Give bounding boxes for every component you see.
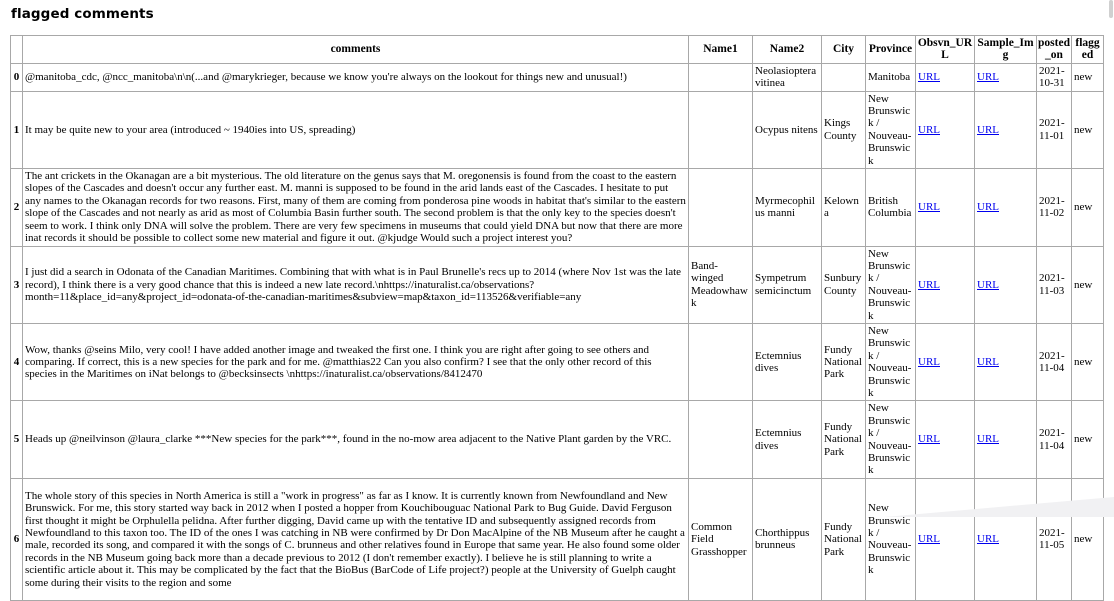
flagged-cell: new xyxy=(1072,401,1104,478)
posted-on-cell: 2021-10-31 xyxy=(1037,63,1072,91)
obsvn-url-link[interactable]: URL xyxy=(918,355,940,368)
province-cell: New Brunswick / Nouveau-Brunswick xyxy=(866,478,916,600)
obsvn-url-cell xyxy=(916,323,975,400)
comment-cell: Wow, thanks @seins Milo, very cool! I have added another image and tweaked the first one. I think you are right after going to see others and comparing. If correct, this is a new species for the park and for me. @matthias22 Can you also confirm? I see that the only other record of this species in the Maritimes on iNat belongs to @becksinsects \nhttps://inaturalist.ca/observations/8412470 xyxy=(23,323,689,400)
city-cell: Fundy National Park xyxy=(822,401,866,478)
comment-cell: I just did a search in Odonata of the Canadian Maritimes. Combining that with what is in Paul Brunelle's recs up to 2014 (where Nov 1st was the late record), I think there is a very good chance that this is indeed a new late record.\nhttps://inaturalist.ca/observations?month=11&place_id=any&project_id=odonata-of-the-canadian-maritimes&subview=map&taxon_id=113526&verifiable=any xyxy=(23,246,689,323)
name1-cell xyxy=(689,91,753,168)
col-header-index xyxy=(11,36,23,64)
name1-cell xyxy=(689,323,753,400)
name2-cell: Ectemnius dives xyxy=(753,401,822,478)
comment-cell: The whole story of this species in North America is still a "work in progress" as far as I know. It is currently known from Newfoundland and New Brunswick. For me, this story started way back in 2012 when I posted a hopper from Kouchibouguac National Park to Bug Guide. David Ferguson first thought it might be Orphulella pelidna. After further digging, David came up with the tentative ID and subsequently assigned records from Newfoundland to this taxon too. The ID of the ones I was catching in NB were confirmed by Dr Don MacAlpine of the NB Museum after he caught a male, recorded its song, and compared it with the songs of C. brunneus and other relatives found in Europe that same year. He also found some older records in the NB Museum going back more than a decade previous to 2012 (I don't remember exactly). I believe he is still planning to write a scientific article about it. This may be complicated by the fact that the BioBus (BarCode of Life project?) people at the University of Guelph caught some during their visits to the region and some xyxy=(23,478,689,600)
name1-cell: Band-winged Meadowhawk xyxy=(689,246,753,323)
obsvn-url-cell xyxy=(916,91,975,168)
flagged-cell: new xyxy=(1072,169,1104,246)
page-title: flagged comments xyxy=(11,6,154,22)
sample-img-link[interactable]: URL xyxy=(977,533,999,546)
obsvn-url-cell xyxy=(916,401,975,478)
row-index: 2 xyxy=(11,169,23,246)
col-header-province: Province xyxy=(866,36,916,64)
comment-cell: @manitoba_cdc, @ncc_manitoba\n\n(...and @marykrieger, because we know you're always on the lookout for things new and unusual!) xyxy=(23,63,689,91)
province-cell: Manitoba xyxy=(866,63,916,91)
table-row xyxy=(11,63,1104,91)
obsvn-url-link[interactable]: URL xyxy=(918,433,940,446)
col-header-obsvn-url: Obsvn_URL xyxy=(916,36,975,64)
obsvn-url-link[interactable]: URL xyxy=(918,123,940,136)
posted-on-cell: 2021-11-04 xyxy=(1037,401,1072,478)
sample-img-cell xyxy=(975,91,1037,168)
name1-cell: Common Field Grasshopper xyxy=(689,478,753,600)
col-header-comments: comments xyxy=(23,36,689,64)
sample-img-link[interactable]: URL xyxy=(977,355,999,368)
sample-img-link[interactable]: URL xyxy=(977,71,999,84)
row-index: 4 xyxy=(11,323,23,400)
province-cell: New Brunswick / Nouveau-Brunswick xyxy=(866,323,916,400)
province-cell: British Columbia xyxy=(866,169,916,246)
row-index: 3 xyxy=(11,246,23,323)
sample-img-link[interactable]: URL xyxy=(977,278,999,291)
table-row xyxy=(11,169,1104,246)
sample-img-cell xyxy=(975,63,1037,91)
obsvn-url-cell xyxy=(916,169,975,246)
posted-on-cell: 2021-11-02 xyxy=(1037,169,1072,246)
sample-img-cell xyxy=(975,169,1037,246)
city-cell: Kings County xyxy=(822,91,866,168)
name2-cell: Ocypus nitens xyxy=(753,91,822,168)
city-cell: Fundy National Park xyxy=(822,323,866,400)
flagged-cell: new xyxy=(1072,478,1104,600)
name2-cell: Myrmecophilus manni xyxy=(753,169,822,246)
row-index: 1 xyxy=(11,91,23,168)
city-cell xyxy=(822,63,866,91)
col-header-name2: Name2 xyxy=(753,36,822,64)
obsvn-url-link[interactable]: URL xyxy=(918,201,940,214)
col-header-flagged: flagged xyxy=(1072,36,1104,64)
row-index: 0 xyxy=(11,63,23,91)
posted-on-cell: 2021-11-01 xyxy=(1037,91,1072,168)
flagged-cell: new xyxy=(1072,323,1104,400)
sample-img-link[interactable]: URL xyxy=(977,201,999,214)
posted-on-cell: 2021-11-03 xyxy=(1037,246,1072,323)
table-row xyxy=(11,323,1104,400)
comment-cell: Heads up @neilvinson @laura_clarke ***New species for the park***, found in the no-mow area adjacent to the Native Plant garden by the VRC. xyxy=(23,401,689,478)
flagged-comments-table-container[interactable] xyxy=(10,35,1103,589)
sample-img-link[interactable]: URL xyxy=(977,123,999,136)
sample-img-cell xyxy=(975,401,1037,478)
row-index: 6 xyxy=(11,478,23,600)
sample-img-link[interactable]: URL xyxy=(977,433,999,446)
flagged-cell: new xyxy=(1072,246,1104,323)
city-cell: Kelowna xyxy=(822,169,866,246)
province-cell: New Brunswick / Nouveau-Brunswick xyxy=(866,401,916,478)
city-cell: Fundy National Park xyxy=(822,478,866,600)
vertical-scrollbar[interactable] xyxy=(1109,0,1113,18)
city-cell: Sunbury County xyxy=(822,246,866,323)
row-index: 5 xyxy=(11,401,23,478)
col-header-city: City xyxy=(822,36,866,64)
name1-cell xyxy=(689,63,753,91)
name2-cell: Sympetrum semicinctum xyxy=(753,246,822,323)
obsvn-url-link[interactable]: URL xyxy=(918,71,940,84)
col-header-posted-on: posted_on xyxy=(1038,37,1070,62)
name2-cell: Ectemnius dives xyxy=(753,323,822,400)
obsvn-url-link[interactable]: URL xyxy=(918,533,940,546)
col-header-sample-img: Sample_Img xyxy=(975,36,1037,64)
comment-cell: The ant crickets in the Okanagan are a bit mysterious. The old literature on the genus says that M. oregonensis is found from the coast to the eastern slopes of the Cascades and doesn't occur any further east. M. manni is supposed to be found in the arid lands east of the Cascades. I hesitate to put any names to the Okanagan records for two reasons. First, many of them are coming from ponderosa pine woods in habitat that's similar to the eastern slope of the Cascades and not nearly as arid as most of Columbia Basin further south. The second problem is that the only key to the species doesn't seem to work. I think only DNA will solve the problem. There are very few specimens in museums that could yield DNA but now that there are more inat records it should be possible to collect some new material and figure it out. @kjudge Would such a project interest you? xyxy=(23,169,689,246)
posted-on-cell: 2021-11-05 xyxy=(1037,478,1072,600)
col-header-name1: Name1 xyxy=(689,36,753,64)
name2-cell: Chorthippus brunneus xyxy=(753,478,822,600)
flagged-cell: new xyxy=(1072,91,1104,168)
obsvn-url-cell xyxy=(916,246,975,323)
name2-cell: Neolasioptera vitinea xyxy=(753,63,822,91)
name1-cell xyxy=(689,169,753,246)
table-row xyxy=(11,246,1104,323)
sample-img-cell xyxy=(975,323,1037,400)
table-row xyxy=(11,91,1104,168)
province-cell: New Brunswick / Nouveau-Brunswick xyxy=(866,246,916,323)
table-row xyxy=(11,401,1104,478)
panel-corner-shading xyxy=(884,497,1114,517)
obsvn-url-cell xyxy=(916,63,975,91)
sample-img-cell xyxy=(975,246,1037,323)
obsvn-url-link[interactable]: URL xyxy=(918,278,940,291)
name1-cell xyxy=(689,401,753,478)
comment-cell: It may be quite new to your area (introduced ~ 1940ies into US, spreading) xyxy=(23,91,689,168)
flagged-cell: new xyxy=(1072,63,1104,91)
table-header-row xyxy=(11,36,1104,64)
posted-on-cell: 2021-11-04 xyxy=(1037,323,1072,400)
province-cell: New Brunswick / Nouveau-Brunswick xyxy=(866,91,916,168)
